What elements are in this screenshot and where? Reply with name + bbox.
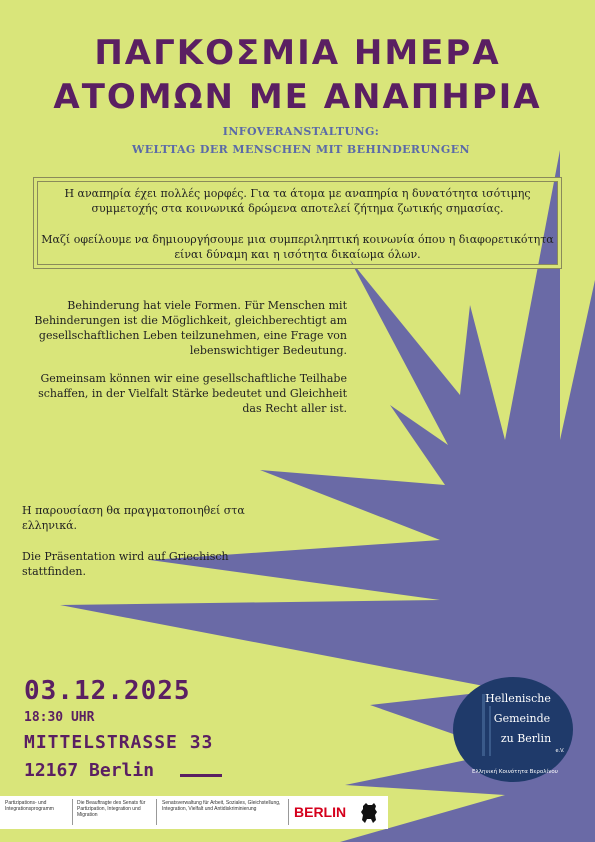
language-note-greek: Η παρουσίαση θα πραγματοποιηθεί στα ελληνικά. bbox=[22, 504, 245, 532]
divider bbox=[156, 799, 157, 825]
sponsor-text-2: Die Beauftragte des Senats für Partizipation, Integration und Migration bbox=[77, 800, 146, 819]
greek-paragraph-1: Η αναπηρία έχει πολλές μορφές. Για τα άτομα με αναπηρία η δυνατότητα ισότιμης συμμετοχής στα κοινωνικά δρώμενα αποτελεί ζήτημα ζωτικής σημασίας. bbox=[64, 187, 531, 215]
divider bbox=[72, 799, 73, 825]
logo-line2: Gemeinde bbox=[493, 712, 551, 725]
event-city: 12167 Berlin bbox=[24, 760, 155, 781]
title-line2: ΑΤΟΜΩΝ ΜΕ ΑΝΑΠΗΡΙΑ bbox=[53, 77, 542, 117]
hellenische-gemeinde-logo bbox=[452, 676, 574, 783]
subtitle-line2: WELTTAG DER MENSCHEN MIT BEHINDERUNGEN bbox=[132, 143, 470, 156]
logo-line1: Hellenische bbox=[485, 692, 551, 705]
language-note-german: Die Präsentation wird auf Griechisch stattfinden. bbox=[22, 550, 229, 578]
berlin-bear-icon bbox=[357, 800, 381, 826]
event-date: 03.12.2025 bbox=[24, 676, 191, 706]
german-paragraph-1: Behinderung hat viele Formen. Für Menschen mit Behinderungen ist die Möglichkeit, gleichberechtigt am gesellschaftlichen Leben teilzunehmen, eine Frage von lebenswichtiger Bedeutung. bbox=[34, 299, 347, 357]
logo-suffix: e.V. bbox=[555, 748, 565, 754]
event-time: 18:30 UHR bbox=[24, 710, 95, 725]
berlin-wordmark: BERLIN bbox=[294, 804, 347, 820]
sponsor-text-3: Senatsverwaltung für Arbeit, Soziales, Gleichstellung, Integration, Vielfalt und Antidiskriminierung bbox=[162, 800, 281, 813]
german-paragraph-2: Gemeinsam können wir eine gesellschaftliche Teilhabe schaffen, in der Vielfalt Stärke bedeutet und Gleichheit das Recht aller ist. bbox=[38, 372, 347, 415]
logo-tagline: Ελληνική Κοινότητα Βερολίνου bbox=[472, 769, 558, 775]
logo-line3: zu Berlin bbox=[500, 732, 552, 745]
divider bbox=[288, 799, 289, 825]
subtitle-line1: INFOVERANSTALTUNG: bbox=[222, 125, 380, 138]
decorative-underline bbox=[180, 774, 222, 777]
title-line1: ΠΑΓΚΟΣΜΙΑ ΗΜΕΡΑ bbox=[94, 33, 501, 73]
greek-paragraph-2: Μαζί οφείλουμε να δημιουργήσουμε μια συμπεριληπτική κοινωνία όπου η διαφορετικότητα είναι δύναμη και η ισότητα δικαίωμα όλων. bbox=[41, 233, 554, 261]
sponsor-text-1: Partizipations- und Integrationsprogramm bbox=[5, 800, 54, 813]
event-street: MITTELSTRASSE 33 bbox=[24, 732, 214, 753]
